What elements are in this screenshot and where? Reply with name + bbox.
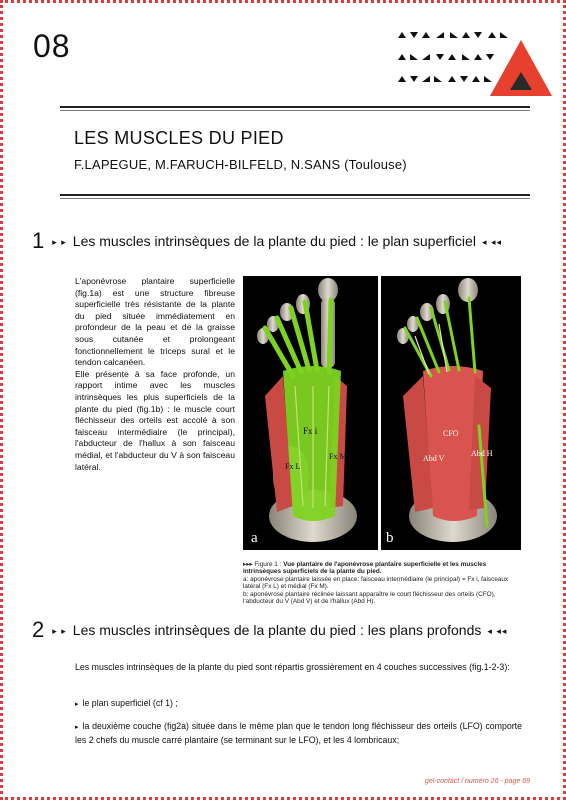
section-1-title: Les muscles intrinsèques de la plante du pied : le plan superficiel	[72, 233, 476, 249]
bullet-arrow-icon: ▸	[75, 724, 79, 731]
caption-line-a: a: aponévrose plantaire laissée en place: faisceau intermédiaire (le principal) = Fx i, faisceaux latéral (Fx L) et médial (Fx M).	[243, 575, 509, 591]
label-abd-v: Abd V	[423, 454, 445, 463]
arrow-right-icon: ▸ ▸	[52, 237, 67, 247]
arrow-left-icon: ◂ ◂◂	[487, 626, 508, 636]
section-1-text	[75, 276, 235, 473]
section-1-paragraph-2: Elle présente à sa face profonde, un rapport intime avec les muscles intrinsèques les plus superficiels de la plante du pied (fig.1b) : le muscle court fléchisseur des orteils est accolé à son faisceau intermédiaire (le principal), l'abducteur de l'hallux à son faisceau médial, et l'abducteur du V à son faisceau latéral.	[75, 368, 235, 472]
panel-a-image	[257, 278, 357, 542]
section-2-intro: Les muscles intrinsèques de la plante du pied sont répartis grossièrement en 4 couches successives (fig.1-2-3):	[75, 662, 510, 672]
header-rule-top-thin	[60, 110, 530, 111]
arrow-left-icon: ◂ ◂◂	[481, 237, 502, 247]
page-number: 08	[33, 28, 71, 64]
caption-marker-icon: ▸▸▸	[243, 561, 253, 568]
panel-b-letter: b	[386, 530, 394, 546]
page-footer: gel-contact / numéro 26 - page 69	[424, 778, 530, 785]
label-cfo: CFO	[443, 429, 459, 438]
figure-1-caption	[243, 561, 521, 605]
caption-line-b: b: aponévrose plantaire réclinée laissant apparaître le court fléchisseur des orteils (CFO), l'abducteur du V (Abd V) et de l'hallux (Abd H).	[243, 590, 496, 606]
arrow-right-icon: ▸ ▸	[52, 626, 67, 636]
section-2-heading	[32, 617, 507, 643]
header-rule-bottom-thin	[60, 198, 530, 199]
label-fx-m: Fx M	[329, 452, 347, 461]
panel-a-letter: a	[251, 530, 258, 546]
label-fx-l: Fx L	[285, 462, 301, 471]
label-fx-i: Fx i	[303, 426, 318, 436]
section-1-paragraph-1: L'aponévrose plantaire superficielle (fig.1a) est une structure fibreuse superficielle très résistante de la plante du pied située immédiatement en profondeur de la peau et de la graisse sous cutanée et prolongeant fonctionnellement le triceps sural et le tendon calcanéen.	[75, 276, 235, 368]
section-2-title: Les muscles intrinsèques de la plante du pied : les plans profonds	[72, 622, 482, 638]
bullet-2-text: la deuxième couche (fig2a) située dans le même plan que le tendon long fléchisseur des orteils (LFO) comporte les 2 chefs du muscle carré plantaire (se terminant sur le LFO), et les 4 lombricaux;	[75, 721, 522, 745]
bullet-arrow-icon: ▸	[75, 701, 79, 708]
label-abd-h: Abd H	[471, 449, 493, 458]
decorative-triangles-logo	[392, 24, 552, 96]
panel-b-image	[397, 278, 497, 542]
section-1-heading	[32, 228, 502, 254]
article-title: LES MUSCLES DU PIED	[74, 128, 284, 148]
section-2-bullet-2	[75, 720, 522, 746]
header-rule-bottom	[60, 194, 530, 196]
section-2-number: 2	[32, 617, 45, 642]
caption-title: Vue plantaire de l'aponévrose plantaire superficielle et les muscles intrinsèques superficiels de la plante du pied.	[243, 561, 487, 576]
figure-1-foot-anatomy	[243, 276, 521, 550]
article-authors: F.LAPEGUE, M.FARUCH-BILFELD, N.SANS (Toulouse)	[74, 157, 407, 172]
bullet-1-text: le plan superficiel (cf 1) ;	[82, 698, 178, 708]
section-2-bullet-1	[75, 697, 522, 711]
section-1-number: 1	[32, 228, 45, 253]
header-rule-top	[60, 106, 530, 108]
caption-prefix: Figure 1 :	[254, 561, 284, 568]
